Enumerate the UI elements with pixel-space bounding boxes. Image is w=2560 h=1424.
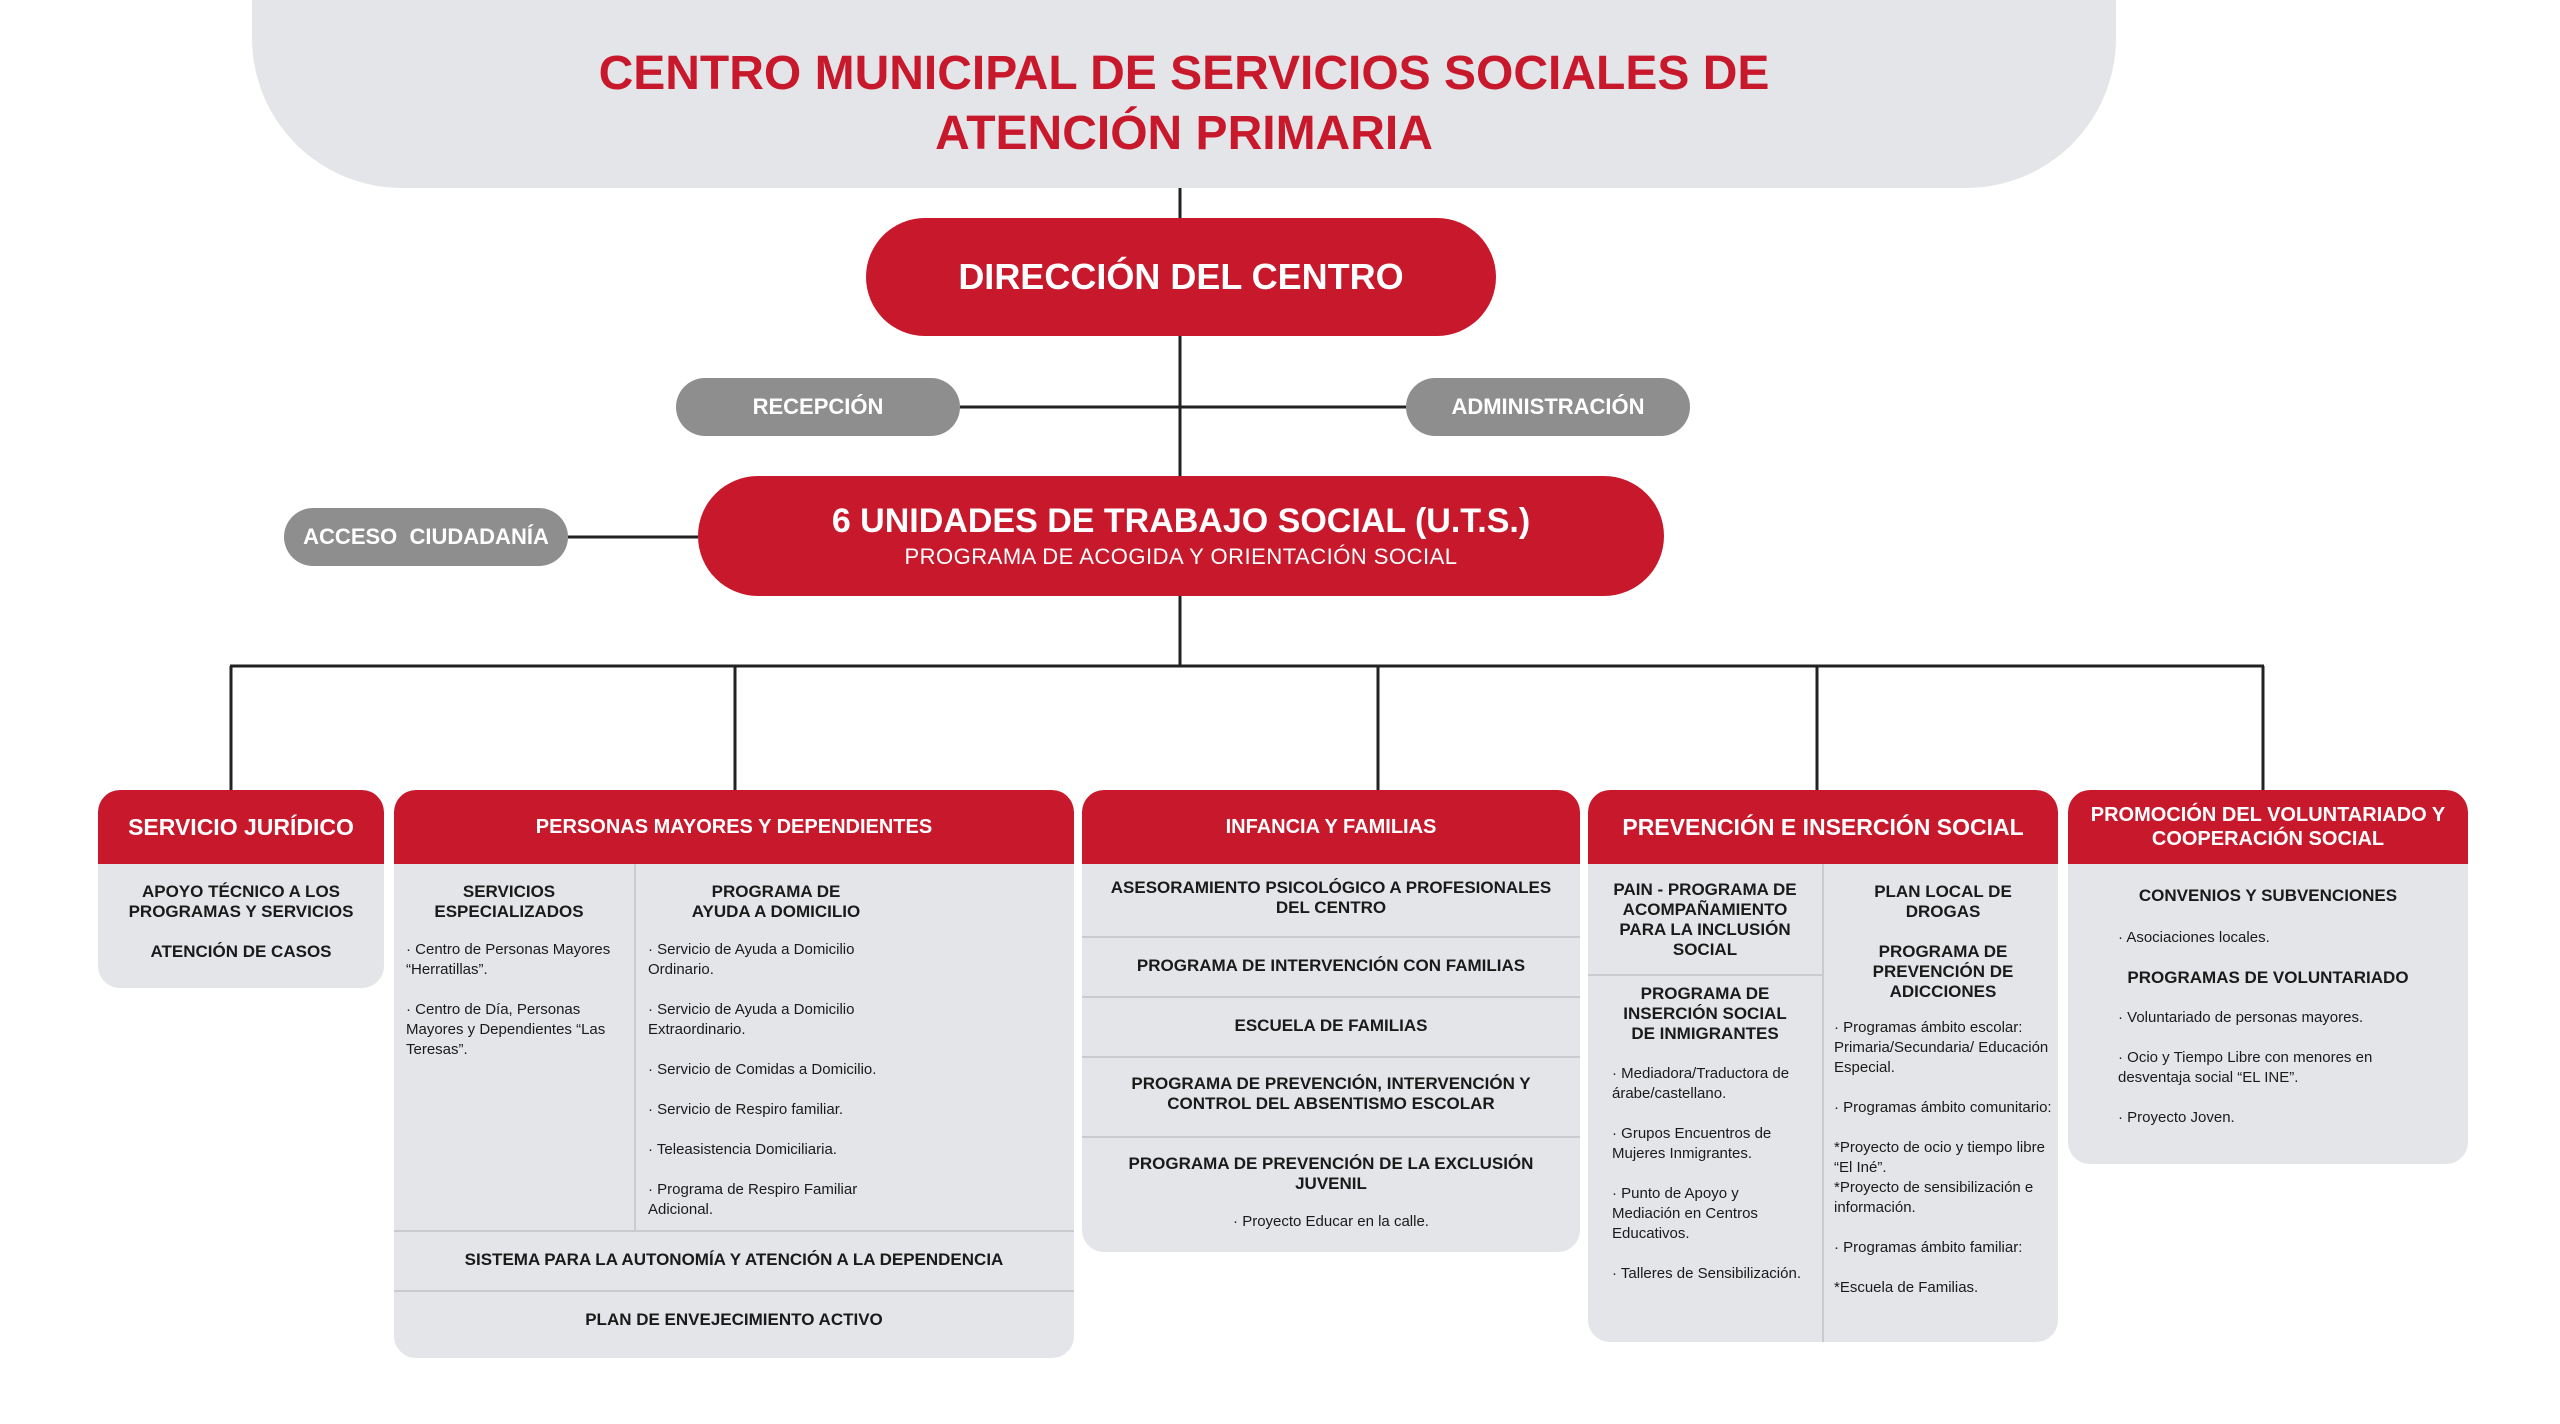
list-item: · Grupos Encuentros de Mujeres Inmigrantes. bbox=[1612, 1125, 1772, 1162]
direccion-label: DIRECCIÓN DEL CENTRO bbox=[958, 256, 1404, 297]
section-title: CONVENIOS Y SUBVENCIONES bbox=[2138, 886, 2398, 905]
card-title: SERVICIO JURÍDICO bbox=[128, 813, 354, 840]
list-item: · Voluntariado de personas mayores. bbox=[2118, 1009, 2364, 1026]
list-item: · Ocio y Tiempo Libre con menores en desventaja social “EL INE”. bbox=[2118, 1049, 2373, 1086]
list-item: · Mediadora/Traductora de árabe/castellano. bbox=[1612, 1065, 1790, 1102]
list-item: ASESORAMIENTO PSICOLÓGICO A PROFESIONALES DEL CENTRO bbox=[1110, 878, 1552, 917]
list-item: · Programas ámbito comunitario: bbox=[1834, 1099, 2052, 1116]
list-item: · Asociaciones locales. bbox=[2118, 929, 2270, 946]
title-line-2: ATENCIÓN PRIMARIA bbox=[935, 107, 1433, 160]
list-item: PROGRAMA DE PREVENCIÓN DE LA EXCLUSIÓN JUVENIL bbox=[1128, 1154, 1534, 1193]
title-line-1: CENTRO MUNICIPAL DE SERVICIOS SOCIALES DE bbox=[598, 47, 1770, 100]
card-header bbox=[394, 790, 1074, 864]
list-item: · Talleres de Sensibilización. bbox=[1612, 1265, 1801, 1282]
uts-title: 6 UNIDADES DE TRABAJO SOCIAL (U.T.S.) bbox=[831, 502, 1531, 540]
list-item: PROGRAMA DE INTERVENCIÓN CON FAMILIAS bbox=[1136, 956, 1526, 975]
col-title: PROGRAMA DE AYUDA A DOMICILIO bbox=[691, 882, 861, 921]
card-servicio-juridico bbox=[98, 790, 384, 988]
footer-item: PLAN DE ENVEJECIMIENTO ACTIVO bbox=[585, 1310, 883, 1329]
list-item: · Programas ámbito familiar: bbox=[1834, 1239, 2023, 1256]
uts-node[interactable] bbox=[698, 476, 1664, 596]
list-item: · Servicio de Comidas a Domicilio. bbox=[648, 1061, 877, 1078]
card-header bbox=[98, 790, 384, 864]
juridico-item: APOYO TÉCNICO A LOS PROGRAMAS Y SERVICIOS bbox=[128, 882, 354, 921]
juridico-item: ATENCIÓN DE CASOS bbox=[150, 942, 332, 961]
uts-subtitle: PROGRAMA DE ACOGIDA Y ORIENTACIÓN SOCIAL bbox=[904, 544, 1458, 569]
card-title: PROMOCIÓN DEL VOLUNTARIADO Y COOPERACIÓN SOCIAL bbox=[2090, 804, 2446, 850]
card-header bbox=[2068, 790, 2468, 864]
section-title: PROGRAMAS DE VOLUNTARIADO bbox=[2127, 968, 2409, 987]
recepcion-label: RECEPCIÓN bbox=[752, 394, 884, 419]
list-item: · Centro de Personas Mayores “Herratillas”. bbox=[406, 941, 611, 978]
list-item: PROGRAMA DE PREVENCIÓN, INTERVENCIÓN Y CONTROL DEL ABSENTISMO ESCOLAR bbox=[1131, 1074, 1531, 1113]
list-item: · Programas ámbito escolar: Primaria/Secundaria/ Educación Especial. bbox=[1834, 1019, 2049, 1076]
card-prevencion-insercion bbox=[1588, 790, 2058, 1342]
page-title bbox=[252, 44, 2116, 164]
list-item: · Servicio de Ayuda a Domicilio Ordinario. bbox=[648, 941, 855, 978]
card-title: PREVENCIÓN E INSERCIÓN SOCIAL bbox=[1622, 813, 2024, 840]
administracion-node[interactable] bbox=[1406, 378, 1690, 436]
col-title: PROGRAMA DE INSERCIÓN SOCIAL DE INMIGRANTES bbox=[1623, 984, 1787, 1043]
acceso-label: ACCESO CIUDADANÍA bbox=[303, 524, 549, 549]
list-item: · Centro de Día, Personas Mayores y Dependientes “Las Teresas”. bbox=[406, 1001, 606, 1058]
administracion-label: ADMINISTRACIÓN bbox=[1451, 394, 1645, 419]
col-title: PLAN LOCAL DE DROGAS bbox=[1874, 882, 2012, 921]
list-item: · Servicio de Respiro familiar. bbox=[648, 1101, 844, 1118]
col-title: PROGRAMA DE PREVENCIÓN DE ADICCIONES bbox=[1872, 942, 2014, 1001]
list-item: *Proyecto de sensibilización e información. bbox=[1834, 1179, 2034, 1216]
list-item: · Programa de Respiro Familiar Adicional. bbox=[648, 1181, 858, 1218]
card-title: PERSONAS MAYORES Y DEPENDIENTES bbox=[535, 815, 933, 838]
col-title: PAIN - PROGRAMA DE ACOMPAÑAMIENTO PARA LA INCLUSIÓN SOCIAL bbox=[1613, 880, 1797, 959]
card-personas-mayores bbox=[394, 790, 1074, 1358]
card-header bbox=[1588, 790, 2058, 864]
card-title: INFANCIA Y FAMILIAS bbox=[1225, 815, 1437, 838]
footer-item: SISTEMA PARA LA AUTONOMÍA Y ATENCIÓN A LA DEPENDENCIA bbox=[464, 1250, 1004, 1269]
list-item: ESCUELA DE FAMILIAS bbox=[1234, 1016, 1428, 1035]
list-item: · Punto de Apoyo y Mediación en Centros Educativos. bbox=[1612, 1185, 1758, 1242]
list-item: · Teleasistencia Domiciliaria. bbox=[648, 1141, 837, 1158]
list-item: · Proyecto Joven. bbox=[2118, 1109, 2235, 1126]
list-item: *Proyecto de ocio y tiempo libre “El Iné”. bbox=[1834, 1139, 2045, 1176]
direccion-node[interactable] bbox=[866, 218, 1496, 336]
list-item: · Servicio de Ayuda a Domicilio Extraordinario. bbox=[648, 1001, 855, 1038]
acceso-ciudadania-node[interactable] bbox=[284, 508, 568, 566]
col-title: SERVICIOS ESPECIALIZADOS bbox=[434, 882, 584, 921]
recepcion-node[interactable] bbox=[676, 378, 960, 436]
card-infancia-familias bbox=[1082, 790, 1580, 1252]
list-item: · Proyecto Educar en la calle. bbox=[1233, 1213, 1429, 1230]
card-header bbox=[1082, 790, 1580, 864]
card-voluntariado bbox=[2068, 790, 2468, 1164]
list-item: *Escuela de Familias. bbox=[1834, 1279, 1979, 1296]
